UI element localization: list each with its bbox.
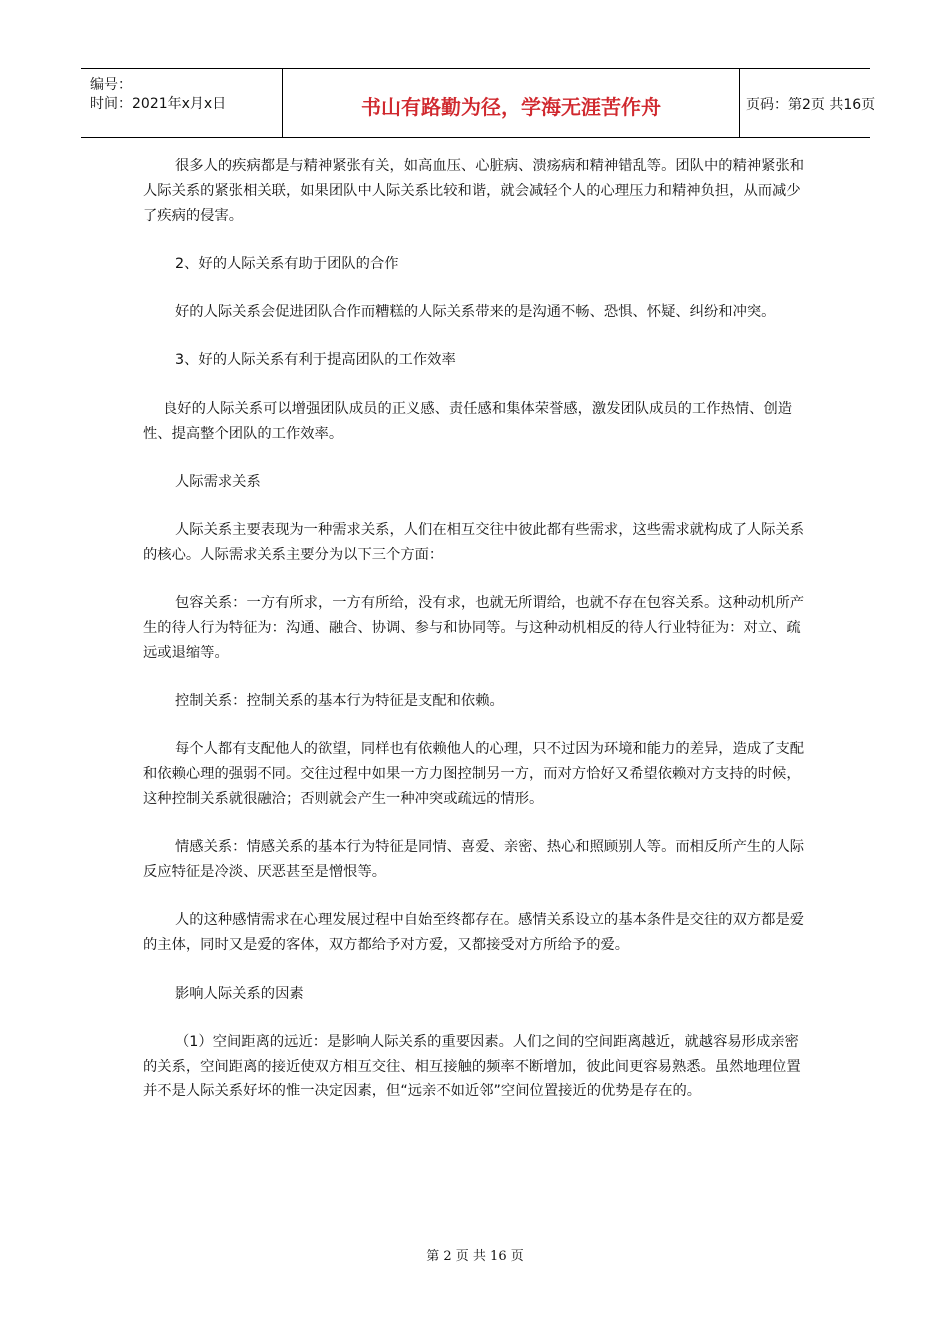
- paragraph: 很多人的疾病都是与精神紧张有关，如高血压、心脏病、溃疡病和精神错乱等。团队中的精神紧张和人际关系的紧张相关联，如果团队中人际关系比较和谐，就会减轻个人的心理压力和精神负担，从而减少了疾病的侵害。: [143, 158, 805, 224]
- paragraph: 情感关系：情感关系的基本行为特征是同情、喜爱、亲密、热心和照顾别人等。而相反所产生的人际反应特征是冷淡、厌恶甚至是憎恨等。: [143, 839, 805, 881]
- section-heading: 2、好的人际关系有助于团队的合作: [175, 255, 399, 272]
- document-body: [143, 154, 807, 1128]
- page-header: [81, 68, 876, 138]
- section-heading: 3、好的人际关系有利于提高团队的工作效率: [175, 352, 456, 369]
- header-page-info: 页码：第2页 共16页: [746, 97, 876, 113]
- paragraph: 人的这种感情需求在心理发展过程中自始至终都存在。感情关系设立的基本条件是交往的双方都是爱的主体，同时又是爱的客体，双方都给予对方爱，又都接受对方所给予的爱。: [143, 912, 805, 954]
- page-footer: 第 2 页 共 16 页: [426, 1249, 524, 1264]
- document-date-label: 时间：2021年x月x日: [90, 96, 227, 112]
- header-left-cell: [81, 69, 282, 137]
- paragraph: 每个人都有支配他人的欲望，同样也有依赖他人的心理，只不过因为环境和能力的差异，造成了支配和依赖心理的强弱不同。交往过程中如果一方力图控制另一方，而对方恰好又希望依赖对方支持的时候，这种控制关系就很融洽；否则就会产生一种冲突或疏远的情形。: [143, 741, 805, 808]
- header-right-cell: [740, 69, 876, 137]
- paragraph: 好的人际关系会促进团队合作而糟糕的人际关系带来的是沟通不畅、恐惧、怀疑、纠纷和冲突。: [175, 304, 776, 321]
- header-middle-cell: [282, 69, 740, 137]
- section-heading: 人际需求关系: [175, 473, 261, 490]
- paragraph: 人际关系主要表现为一种需求关系，人们在相互交往中彼此都有些需求，这些需求就构成了人际关系的核心。人际需求关系主要分为以下三个方面：: [143, 522, 805, 563]
- header-motto: 书山有路勤为径，学海无涯苦作舟: [361, 95, 661, 119]
- section-heading: 影响人际关系的因素: [175, 985, 304, 1002]
- paragraph: 良好的人际关系可以增强团队成员的正义感、责任感和集体荣誉感，激发团队成员的工作热情、创造性、提高整个团队的工作效率。: [143, 400, 793, 442]
- paragraph: 包容关系：一方有所求，一方有所给，没有求，也就无所谓给，也就不存在包容关系。这种动机所产生的待人行为特征为：沟通、融合、协调、参与和协同等。与这种动机相反的待人行业特征为：对立、疏远或退缩等。: [143, 595, 805, 661]
- paragraph: 控制关系：控制关系的基本行为特征是支配和依赖。: [175, 693, 504, 710]
- paragraph: （1）空间距离的远近：是影响人际关系的重要因素。人们之间的空间距离越近，就越容易形成亲密的关系，空间距离的接近使双方相互交往、相互接触的频率不断增加，彼此间更容易熟悉。虽然地理位置并不是人际关系好坏的惟一决定因素，但“远亲不如近邻”空间位置接近的优势是存在的。: [143, 1033, 801, 1100]
- document-number-label: 编号：: [90, 77, 132, 93]
